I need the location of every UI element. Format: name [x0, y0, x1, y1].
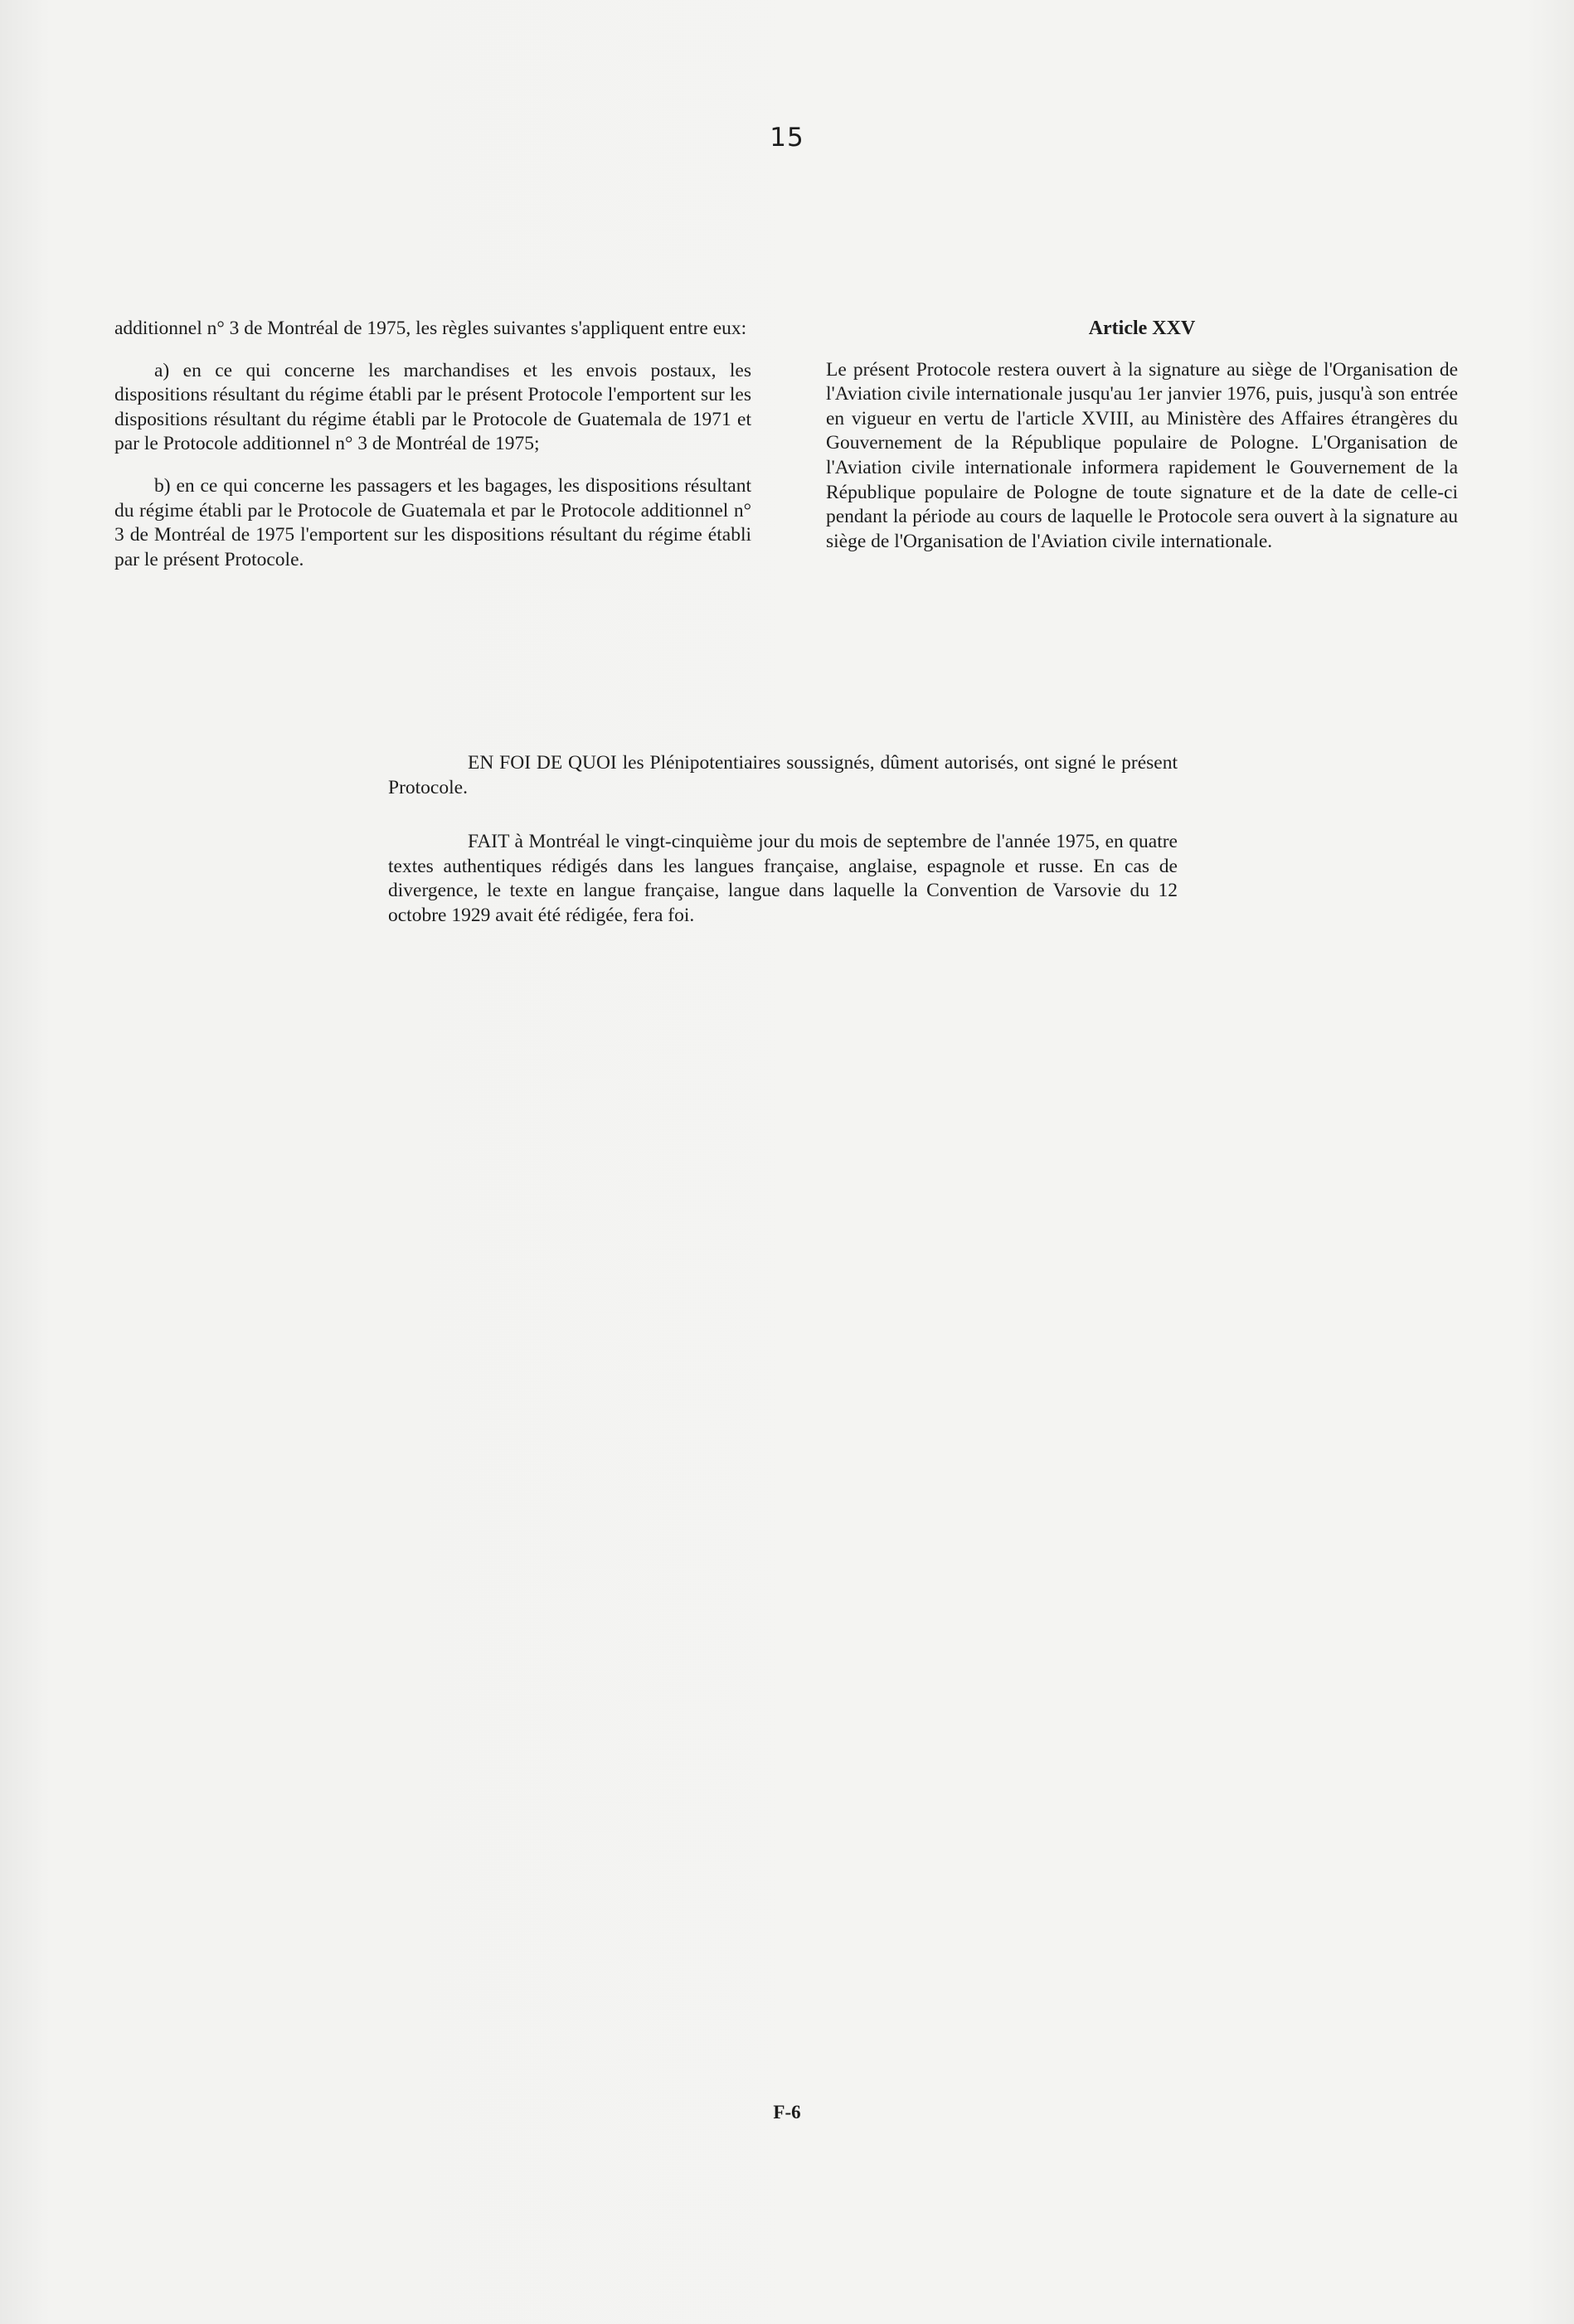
item-a-paragraph: a) en ce qui concerne les marchandises et les envois postaux, les dispositions résultant du régime établi par le présent Protocole l'emportent sur les dispositions résultant du régime établi par le Protocole de Guatemala de 1971 et par le Protocole additionnel n° 3 de Montréal de 1975; — [114, 359, 751, 455]
item-b-paragraph: b) en ce qui concerne les passagers et les bagages, les dispositions résultant du régime établi par le Protocole de Guatemala et par le Protocole additionnel n° 3 de Montréal de 1975 l'emportent sur les dispositions résultant du régime établi par le présent Protocole. — [114, 474, 751, 570]
done-at-paragraph: FAIT à Montréal le vingt-cinquième jour du mois de septembre de l'année 1975, en quatre textes authentiques rédigés dans les langues française, anglaise, espagnole et russe. En cas de divergence, le texte en langue française, langue dans laquelle la Convention de Varsovie du 12 octobre 1929 avait été rédigée, fera foi. — [388, 831, 1178, 926]
in-witness-paragraph: EN FOI DE QUOI les Plénipotentiaires soussignés, dûment autorisés, ont signé le présent Protocole. — [388, 752, 1178, 798]
article-body-paragraph: Le présent Protocole restera ouvert à la signature au siège de l'Organisation de l'Aviation civile internationale jusqu'au 1er janvier 1976, puis, jusqu'à son entrée en vigueur en vertu de l'article XVIII, au Ministère des Affaires étrangères du Gouvernement de la République populaire de Pologne. L'Organisation de l'Aviation civile internationale informera rapidement le Gouvernement de la République populaire de Pologne de toute signature et de la date de celle-ci pendant la période au cours de laquelle le Protocole sera ouvert à la signature au siège de l'Organisation de l'Aviation civile internationale. — [826, 358, 1458, 552]
in-witness-block — [388, 751, 1178, 800]
page-number: 15 — [770, 123, 804, 153]
done-at-block — [388, 830, 1178, 928]
article-heading: Article XXV — [1088, 318, 1196, 339]
right-column — [826, 317, 1458, 571]
left-column — [114, 317, 751, 589]
left-intro-paragraph: additionnel n° 3 de Montréal de 1975, les règles suivantes s'appliquent entre eux: — [114, 318, 747, 339]
footer-page-code: F-6 — [773, 2102, 801, 2123]
